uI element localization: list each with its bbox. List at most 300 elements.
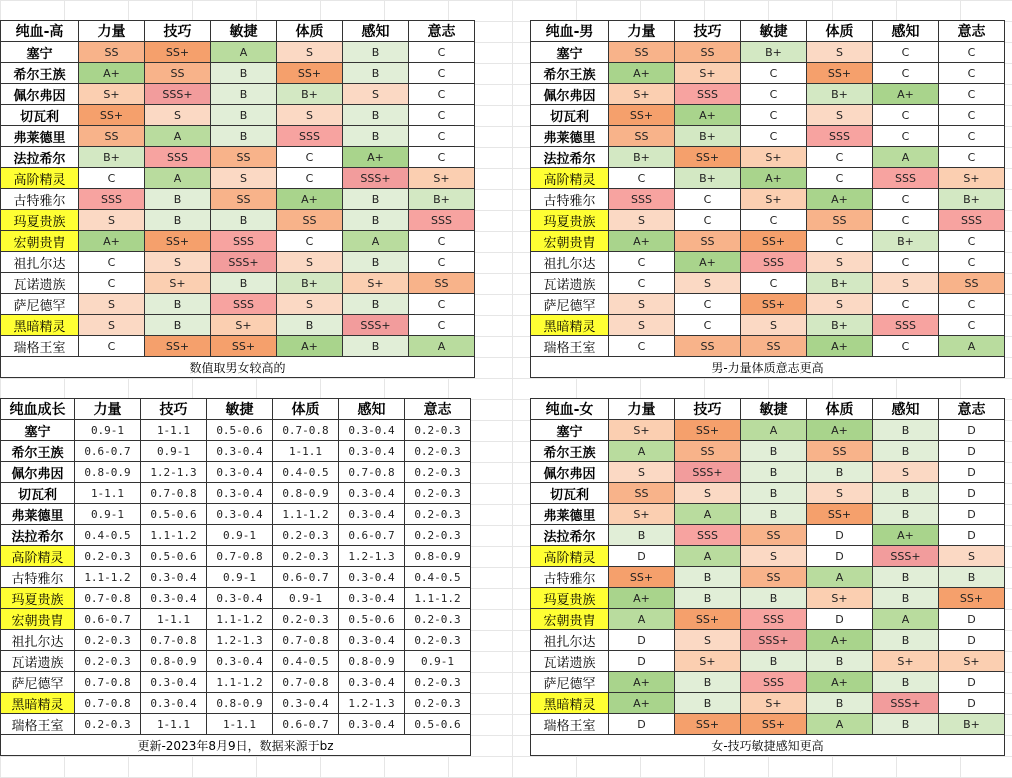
grade-cell: SSS+ bbox=[741, 630, 807, 651]
grade-cell: SS bbox=[807, 210, 873, 231]
table-caption: 数值取男女较高的 bbox=[1, 357, 475, 378]
race-name: 祖扎尔达 bbox=[531, 630, 609, 651]
growth-cell: 0.3-0.4 bbox=[207, 483, 273, 504]
grade-cell: S bbox=[675, 630, 741, 651]
growth-cell: 0.7-0.8 bbox=[339, 462, 405, 483]
grade-cell: D bbox=[609, 630, 675, 651]
grade-cell: SS+ bbox=[145, 231, 211, 252]
growth-cell: 0.2-0.3 bbox=[273, 609, 339, 630]
race-name: 法拉希尔 bbox=[531, 147, 609, 168]
grade-cell: D bbox=[609, 651, 675, 672]
grade-cell: SS+ bbox=[675, 609, 741, 630]
growth-cell: 0.3-0.4 bbox=[339, 420, 405, 441]
growth-cell: 0.2-0.3 bbox=[405, 630, 471, 651]
table-row bbox=[531, 441, 1005, 462]
race-name: 黑暗精灵 bbox=[531, 315, 609, 336]
grade-cell: C bbox=[741, 63, 807, 84]
grade-cell: SS+ bbox=[145, 42, 211, 63]
grade-cell: B+ bbox=[807, 315, 873, 336]
grade-cell: SSS bbox=[79, 189, 145, 210]
grade-cell: S bbox=[741, 546, 807, 567]
table-row bbox=[1, 504, 471, 525]
table-row bbox=[1, 147, 475, 168]
grade-cell: A bbox=[343, 231, 409, 252]
grade-cell: SS bbox=[609, 126, 675, 147]
column-header: 敏捷 bbox=[211, 21, 277, 42]
grade-cell: C bbox=[939, 294, 1005, 315]
grade-cell: S bbox=[807, 294, 873, 315]
grade-cell: S bbox=[873, 462, 939, 483]
grade-cell: SS bbox=[145, 63, 211, 84]
race-name: 祖扎尔达 bbox=[531, 252, 609, 273]
race-name: 瑞格王室 bbox=[1, 336, 79, 357]
grade-cell: A+ bbox=[343, 147, 409, 168]
table-title: 纯血成长 bbox=[1, 399, 75, 420]
grade-cell: S+ bbox=[741, 693, 807, 714]
grade-cell: S bbox=[277, 252, 343, 273]
grade-cell: B bbox=[741, 588, 807, 609]
grade-cell: C bbox=[873, 189, 939, 210]
grade-cell: C bbox=[409, 63, 475, 84]
growth-cell: 1.1-1.2 bbox=[141, 525, 207, 546]
grade-cell: B bbox=[675, 672, 741, 693]
table-row bbox=[531, 420, 1005, 441]
grade-cell: SS+ bbox=[79, 105, 145, 126]
growth-cell: 0.8-0.9 bbox=[273, 483, 339, 504]
grade-cell: B+ bbox=[277, 84, 343, 105]
grade-cell: B bbox=[741, 504, 807, 525]
race-name: 宏朝贵胄 bbox=[531, 609, 609, 630]
grade-cell: SSS bbox=[741, 252, 807, 273]
table-row bbox=[1, 315, 475, 336]
grade-cell: C bbox=[741, 84, 807, 105]
grade-cell: C bbox=[609, 252, 675, 273]
grade-cell: SS bbox=[741, 525, 807, 546]
grade-cell: C bbox=[741, 273, 807, 294]
race-name: 希尔王族 bbox=[1, 441, 75, 462]
growth-cell: 0.7-0.8 bbox=[75, 588, 141, 609]
growth-cell: 0.7-0.8 bbox=[141, 630, 207, 651]
column-header: 力量 bbox=[75, 399, 141, 420]
grade-cell: SS+ bbox=[277, 63, 343, 84]
grade-cell: A+ bbox=[609, 672, 675, 693]
race-name: 高阶精灵 bbox=[531, 168, 609, 189]
grade-cell: C bbox=[741, 126, 807, 147]
grade-cell: S bbox=[807, 105, 873, 126]
table-row bbox=[531, 630, 1005, 651]
growth-cell: 0.3-0.4 bbox=[207, 651, 273, 672]
growth-cell: 0.3-0.4 bbox=[141, 672, 207, 693]
grade-cell: SSS+ bbox=[675, 462, 741, 483]
grade-cell: C bbox=[409, 231, 475, 252]
grade-cell: B bbox=[873, 441, 939, 462]
grade-cell: C bbox=[79, 168, 145, 189]
grade-cell: SS bbox=[675, 441, 741, 462]
grade-cell: S bbox=[807, 252, 873, 273]
growth-cell: 0.2-0.3 bbox=[273, 546, 339, 567]
growth-cell: 1.1-1.2 bbox=[405, 588, 471, 609]
grade-cell: B bbox=[741, 462, 807, 483]
growth-cell: 0.6-0.7 bbox=[339, 525, 405, 546]
growth-cell: 0.3-0.4 bbox=[339, 672, 405, 693]
growth-cell: 0.6-0.7 bbox=[273, 567, 339, 588]
grade-cell: A bbox=[145, 126, 211, 147]
grade-cell: S bbox=[609, 315, 675, 336]
grade-cell: D bbox=[807, 525, 873, 546]
race-name: 宏朝贵胄 bbox=[531, 231, 609, 252]
race-name: 法拉希尔 bbox=[1, 147, 79, 168]
growth-cell: 1.2-1.3 bbox=[207, 630, 273, 651]
race-name: 瓦诺遗族 bbox=[531, 651, 609, 672]
caption-row bbox=[531, 735, 1005, 756]
race-name: 古特雅尔 bbox=[1, 567, 75, 588]
grade-cell: C bbox=[675, 189, 741, 210]
grade-cell: S+ bbox=[609, 420, 675, 441]
column-header: 力量 bbox=[609, 21, 675, 42]
grade-cell: C bbox=[675, 315, 741, 336]
grade-cell: SS+ bbox=[211, 336, 277, 357]
grade-cell: B bbox=[343, 42, 409, 63]
race-name: 祖扎尔达 bbox=[1, 252, 79, 273]
panel-pureblood-growth bbox=[0, 398, 471, 756]
grade-cell: S bbox=[807, 42, 873, 63]
race-name: 萨尼德罕 bbox=[1, 294, 79, 315]
table-row bbox=[1, 252, 475, 273]
table-row bbox=[1, 483, 471, 504]
grade-cell: S bbox=[343, 84, 409, 105]
growth-cell: 0.2-0.3 bbox=[405, 441, 471, 462]
grade-cell: D bbox=[939, 672, 1005, 693]
table-pureblood-female bbox=[530, 398, 1005, 756]
table-row bbox=[531, 231, 1005, 252]
grade-cell: C bbox=[807, 168, 873, 189]
column-header: 技巧 bbox=[675, 399, 741, 420]
race-name: 佩尔弗因 bbox=[531, 462, 609, 483]
grade-cell: S bbox=[145, 252, 211, 273]
grade-cell: A+ bbox=[807, 672, 873, 693]
race-name: 切瓦利 bbox=[1, 105, 79, 126]
race-name: 切瓦利 bbox=[531, 483, 609, 504]
grade-cell: A+ bbox=[873, 525, 939, 546]
header-row bbox=[1, 21, 475, 42]
grade-cell: S bbox=[277, 42, 343, 63]
grade-cell: C bbox=[741, 105, 807, 126]
growth-cell: 1.2-1.3 bbox=[141, 462, 207, 483]
column-header: 感知 bbox=[339, 399, 405, 420]
grade-cell: SSS bbox=[873, 168, 939, 189]
table-row bbox=[1, 273, 475, 294]
grade-cell: S bbox=[609, 294, 675, 315]
grade-cell: C bbox=[409, 126, 475, 147]
grade-cell: S+ bbox=[807, 588, 873, 609]
grade-cell: B bbox=[873, 630, 939, 651]
race-name: 法拉希尔 bbox=[1, 525, 75, 546]
table-row bbox=[1, 126, 475, 147]
table-title: 纯血-高 bbox=[1, 21, 79, 42]
grade-cell: S+ bbox=[741, 147, 807, 168]
grade-cell: C bbox=[609, 336, 675, 357]
grade-cell: B+ bbox=[675, 126, 741, 147]
grade-cell: A bbox=[807, 567, 873, 588]
race-name: 弗莱德里 bbox=[1, 504, 75, 525]
grade-cell: B bbox=[807, 462, 873, 483]
grade-cell: SS+ bbox=[609, 105, 675, 126]
grade-cell: S bbox=[145, 105, 211, 126]
grade-cell: SSS+ bbox=[343, 315, 409, 336]
table-row bbox=[1, 525, 471, 546]
table-row bbox=[531, 546, 1005, 567]
grade-cell: S bbox=[807, 483, 873, 504]
table-title: 纯血-男 bbox=[531, 21, 609, 42]
growth-cell: 0.3-0.4 bbox=[339, 441, 405, 462]
growth-cell: 0.5-0.6 bbox=[141, 546, 207, 567]
race-name: 高阶精灵 bbox=[1, 546, 75, 567]
grade-cell: S bbox=[939, 546, 1005, 567]
growth-cell: 1.2-1.3 bbox=[339, 693, 405, 714]
race-name: 佩尔弗因 bbox=[531, 84, 609, 105]
grade-cell: SS bbox=[211, 189, 277, 210]
grade-cell: C bbox=[873, 105, 939, 126]
race-name: 萨尼德罕 bbox=[531, 672, 609, 693]
table-row bbox=[1, 714, 471, 735]
grade-cell: B bbox=[873, 588, 939, 609]
column-header: 力量 bbox=[79, 21, 145, 42]
grade-cell: SS bbox=[675, 42, 741, 63]
race-name: 高阶精灵 bbox=[531, 546, 609, 567]
grade-cell: S+ bbox=[145, 273, 211, 294]
growth-cell: 0.3-0.4 bbox=[207, 504, 273, 525]
growth-cell: 0.3-0.4 bbox=[207, 588, 273, 609]
growth-cell: 0.2-0.3 bbox=[405, 483, 471, 504]
caption-row bbox=[1, 357, 475, 378]
race-name: 瑞格王室 bbox=[531, 336, 609, 357]
grade-cell: SS+ bbox=[609, 567, 675, 588]
grade-cell: B bbox=[873, 483, 939, 504]
grade-cell: B+ bbox=[807, 84, 873, 105]
grade-cell: B+ bbox=[939, 189, 1005, 210]
column-header: 敏捷 bbox=[207, 399, 273, 420]
grade-cell: B+ bbox=[939, 714, 1005, 735]
table-row bbox=[1, 336, 475, 357]
grade-cell: SS bbox=[741, 567, 807, 588]
race-name: 古特雅尔 bbox=[531, 189, 609, 210]
grade-cell: B bbox=[343, 105, 409, 126]
growth-cell: 1.1-1.2 bbox=[207, 672, 273, 693]
grade-cell: C bbox=[675, 294, 741, 315]
growth-cell: 0.6-0.7 bbox=[75, 609, 141, 630]
grade-cell: S+ bbox=[675, 63, 741, 84]
grade-cell: S bbox=[79, 294, 145, 315]
table-row bbox=[1, 189, 475, 210]
race-name: 古特雅尔 bbox=[531, 567, 609, 588]
column-header: 技巧 bbox=[145, 21, 211, 42]
growth-cell: 0.2-0.3 bbox=[405, 420, 471, 441]
column-header: 意志 bbox=[939, 399, 1005, 420]
grade-cell: SS bbox=[609, 42, 675, 63]
grade-cell: SS bbox=[211, 147, 277, 168]
race-name: 切瓦利 bbox=[1, 483, 75, 504]
grade-cell: D bbox=[939, 420, 1005, 441]
growth-cell: 0.9-1 bbox=[405, 651, 471, 672]
column-header: 敏捷 bbox=[741, 399, 807, 420]
grade-cell: B+ bbox=[807, 273, 873, 294]
grade-cell: B bbox=[343, 126, 409, 147]
grade-cell: D bbox=[609, 714, 675, 735]
growth-cell: 0.6-0.7 bbox=[75, 441, 141, 462]
grade-cell: B bbox=[741, 483, 807, 504]
caption-row bbox=[531, 357, 1005, 378]
growth-cell: 0.3-0.4 bbox=[273, 693, 339, 714]
table-row bbox=[531, 42, 1005, 63]
table-row bbox=[531, 105, 1005, 126]
grade-cell: C bbox=[409, 84, 475, 105]
growth-cell: 1.1-1.2 bbox=[207, 609, 273, 630]
grade-cell: A+ bbox=[277, 189, 343, 210]
table-caption: 女-技巧敏捷感知更高 bbox=[531, 735, 1005, 756]
grade-cell: A+ bbox=[675, 252, 741, 273]
grade-cell: A bbox=[145, 168, 211, 189]
table-row bbox=[1, 462, 471, 483]
growth-cell: 0.2-0.3 bbox=[75, 546, 141, 567]
grade-cell: A+ bbox=[807, 336, 873, 357]
race-name: 古特雅尔 bbox=[1, 189, 79, 210]
grade-cell: S bbox=[675, 273, 741, 294]
table-row bbox=[1, 63, 475, 84]
grade-cell: C bbox=[277, 147, 343, 168]
grade-cell: B bbox=[939, 567, 1005, 588]
grade-cell: A+ bbox=[79, 231, 145, 252]
growth-cell: 0.3-0.4 bbox=[339, 630, 405, 651]
grade-cell: B bbox=[343, 294, 409, 315]
grade-cell: S+ bbox=[79, 84, 145, 105]
table-row bbox=[531, 294, 1005, 315]
grade-cell: B bbox=[277, 315, 343, 336]
grade-cell: S+ bbox=[211, 315, 277, 336]
grade-cell: C bbox=[79, 252, 145, 273]
race-name: 黑暗精灵 bbox=[1, 315, 79, 336]
growth-cell: 0.7-0.8 bbox=[75, 672, 141, 693]
table-row bbox=[531, 126, 1005, 147]
grade-cell: B bbox=[211, 126, 277, 147]
table-row bbox=[531, 714, 1005, 735]
race-name: 希尔王族 bbox=[1, 63, 79, 84]
race-name: 黑暗精灵 bbox=[531, 693, 609, 714]
growth-cell: 0.2-0.3 bbox=[405, 609, 471, 630]
column-header: 体质 bbox=[273, 399, 339, 420]
grade-cell: B bbox=[211, 105, 277, 126]
growth-cell: 0.7-0.8 bbox=[273, 420, 339, 441]
grade-cell: S bbox=[277, 105, 343, 126]
table-caption: 男-力量体质意志更高 bbox=[531, 357, 1005, 378]
grade-cell: SS bbox=[741, 336, 807, 357]
grade-cell: B bbox=[675, 588, 741, 609]
table-pureblood-high bbox=[0, 20, 475, 378]
table-row bbox=[1, 567, 471, 588]
grade-cell: C bbox=[873, 294, 939, 315]
grade-cell: C bbox=[939, 63, 1005, 84]
race-name: 黑暗精灵 bbox=[1, 693, 75, 714]
growth-cell: 0.3-0.4 bbox=[141, 693, 207, 714]
race-name: 高阶精灵 bbox=[1, 168, 79, 189]
growth-cell: 0.2-0.3 bbox=[75, 651, 141, 672]
grade-cell: S bbox=[675, 483, 741, 504]
growth-cell: 0.2-0.3 bbox=[273, 525, 339, 546]
column-header: 感知 bbox=[873, 399, 939, 420]
grade-cell: SS+ bbox=[741, 294, 807, 315]
growth-cell: 1-1.1 bbox=[141, 714, 207, 735]
grade-cell: SSS bbox=[939, 210, 1005, 231]
grade-cell: SS bbox=[79, 42, 145, 63]
race-name: 萨尼德罕 bbox=[531, 294, 609, 315]
grade-cell: B bbox=[145, 189, 211, 210]
race-name: 祖扎尔达 bbox=[1, 630, 75, 651]
grade-cell: SS bbox=[807, 441, 873, 462]
table-row bbox=[1, 105, 475, 126]
growth-cell: 0.7-0.8 bbox=[207, 546, 273, 567]
grade-cell: C bbox=[873, 252, 939, 273]
grade-cell: SS bbox=[939, 273, 1005, 294]
grade-cell: B bbox=[145, 210, 211, 231]
column-header: 意志 bbox=[939, 21, 1005, 42]
growth-cell: 0.4-0.5 bbox=[273, 651, 339, 672]
header-row bbox=[1, 399, 471, 420]
growth-cell: 1-1.1 bbox=[207, 714, 273, 735]
grade-cell: SSS bbox=[211, 294, 277, 315]
grade-cell: S bbox=[741, 315, 807, 336]
table-row bbox=[531, 168, 1005, 189]
grade-cell: A bbox=[675, 546, 741, 567]
grade-cell: D bbox=[939, 441, 1005, 462]
grade-cell: C bbox=[939, 147, 1005, 168]
grade-cell: C bbox=[807, 147, 873, 168]
caption-row bbox=[1, 735, 471, 756]
column-header: 意志 bbox=[409, 21, 475, 42]
grade-cell: B bbox=[873, 567, 939, 588]
growth-cell: 0.4-0.5 bbox=[405, 567, 471, 588]
column-header: 感知 bbox=[873, 21, 939, 42]
grade-cell: SS+ bbox=[807, 504, 873, 525]
table-row bbox=[1, 42, 475, 63]
grade-cell: A bbox=[211, 42, 277, 63]
race-name: 瓦诺遗族 bbox=[531, 273, 609, 294]
race-name: 玛夏贵族 bbox=[531, 210, 609, 231]
table-row bbox=[531, 483, 1005, 504]
growth-cell: 0.2-0.3 bbox=[405, 525, 471, 546]
table-row bbox=[1, 84, 475, 105]
grade-cell: C bbox=[79, 273, 145, 294]
grade-cell: S+ bbox=[343, 273, 409, 294]
race-name: 希尔王族 bbox=[531, 441, 609, 462]
column-header: 技巧 bbox=[141, 399, 207, 420]
growth-cell: 0.3-0.4 bbox=[339, 504, 405, 525]
growth-cell: 0.4-0.5 bbox=[75, 525, 141, 546]
grade-cell: S+ bbox=[409, 168, 475, 189]
table-row bbox=[531, 462, 1005, 483]
grade-cell: B bbox=[873, 714, 939, 735]
grade-cell: A+ bbox=[807, 630, 873, 651]
growth-cell: 0.6-0.7 bbox=[273, 714, 339, 735]
header-row bbox=[531, 399, 1005, 420]
panel-pureblood-male bbox=[530, 20, 1005, 378]
growth-cell: 0.9-1 bbox=[75, 504, 141, 525]
growth-cell: 1.1-1.2 bbox=[75, 567, 141, 588]
grade-cell: B+ bbox=[873, 231, 939, 252]
grade-cell: S bbox=[79, 315, 145, 336]
table-row bbox=[531, 525, 1005, 546]
race-name: 切瓦利 bbox=[531, 105, 609, 126]
growth-cell: 0.5-0.6 bbox=[207, 420, 273, 441]
grade-cell: D bbox=[807, 609, 873, 630]
